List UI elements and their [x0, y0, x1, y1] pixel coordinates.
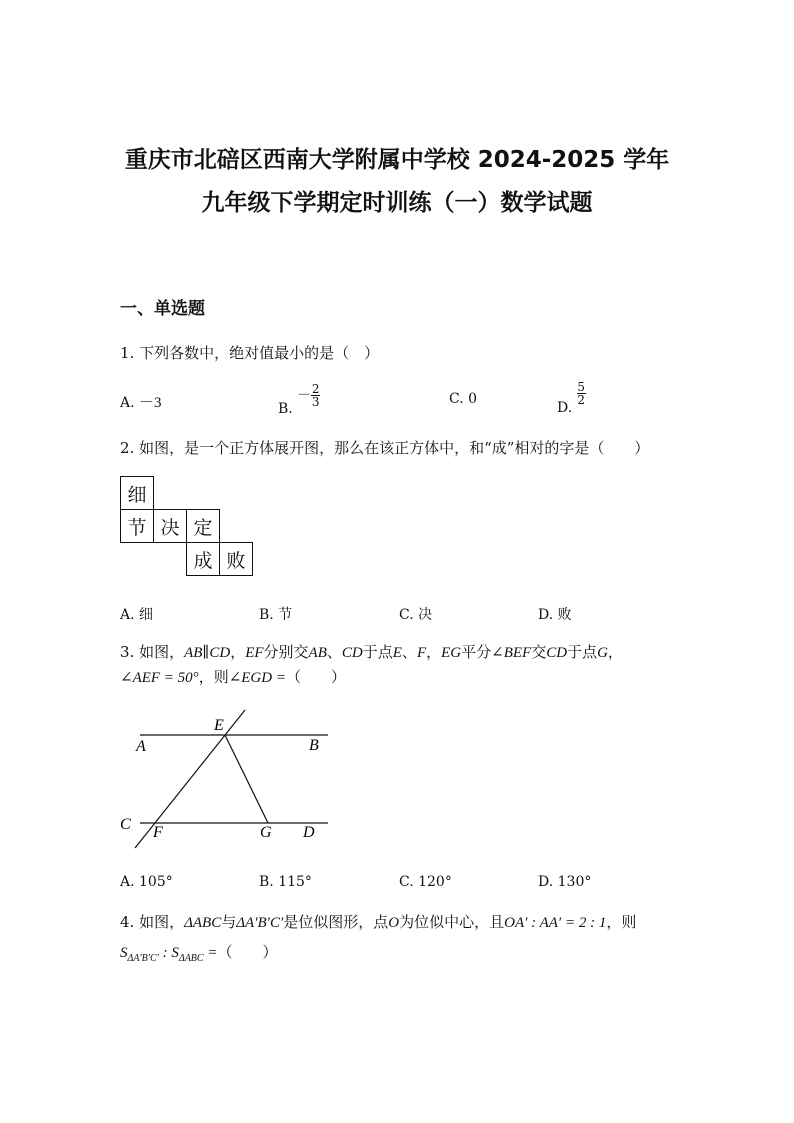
q1-stem: 1. 下列各数中，绝对值最小的是（ ） [120, 344, 380, 362]
stem-math: E [392, 645, 402, 661]
stem-text: 、 [401, 643, 417, 661]
stem-math: ∠AEF = 50° [120, 670, 199, 686]
point-label-c: C [120, 816, 131, 833]
q2-stem: 2. 如图，是一个正方体展开图，那么在该正方体中，和“成”相对的字是（ ） [120, 439, 650, 457]
cube-face: 细 [121, 477, 154, 510]
point-label-g: G [260, 824, 272, 841]
parallel-lines-figure [110, 700, 340, 850]
stem-text: 是位似图形，点 [283, 913, 389, 931]
point-label-b: B [309, 737, 319, 754]
q2-option-c: C. 决 [399, 607, 433, 623]
stem-math: ΔA′B′C′ [236, 915, 284, 931]
q3-option-a: A. 105° [120, 874, 173, 890]
fraction-numerator: 5 [577, 380, 585, 394]
stem-math: AB [308, 645, 327, 661]
stem-math: F [416, 645, 427, 661]
stem-text: ，则 [606, 913, 637, 931]
stem-text: 为位似中心，且 [399, 913, 505, 931]
stem-text: ， [426, 643, 442, 661]
q1-option-c-label: C. [449, 391, 464, 407]
stem-text: ， [607, 643, 623, 661]
stem-math: AB∥CD [184, 645, 231, 661]
stem-text: （ ） [285, 668, 346, 686]
stem-math: CD [546, 645, 568, 661]
q3-stem-line2 [120, 666, 346, 687]
stem-text: 4. 如图， [120, 913, 185, 931]
cube-face: 节 [121, 510, 154, 543]
q1-option-b-minus: － [297, 387, 312, 404]
q2-option-b: B. 节 [259, 607, 293, 623]
q3-option-d: D. 130° [538, 874, 592, 890]
fraction-denominator: 2 [577, 393, 585, 407]
stem-math: O [388, 915, 400, 931]
stem-text: 于点 [362, 643, 393, 661]
q2-option-d: D. 败 [538, 607, 572, 623]
stem-math: : S [158, 945, 179, 961]
document-title-line2: 九年级下学期定时训练（一）数学试题 [201, 190, 593, 216]
stem-math: EF [245, 645, 264, 661]
cube-face: 成 [187, 543, 220, 576]
section-header: 一、单选题 [120, 299, 205, 319]
q1-option-b-label: B. [278, 400, 293, 417]
q1-option-c [449, 391, 477, 407]
stem-text: 与 [221, 913, 237, 931]
q1-option-b [278, 382, 320, 417]
stem-subscript: ΔA′B′C′ [127, 953, 159, 964]
q1-option-c-value: 0 [468, 391, 478, 407]
cube-face: 败 [220, 543, 253, 576]
q1-option-a-label: A. [120, 395, 135, 411]
stem-text: ， [230, 643, 246, 661]
q1-option-d-label: D. [557, 399, 573, 416]
document-title-line1: 重庆市北碚区西南大学附属中学校 2024-2025 学年 [124, 147, 670, 173]
line-eg [225, 735, 268, 823]
stem-text: 、 [326, 643, 342, 661]
q4-stem-line2 [120, 941, 277, 964]
point-label-d: D [303, 824, 315, 841]
q1-option-a-value: －3 [139, 395, 162, 411]
point-label-f: F [153, 824, 163, 841]
point-label-a: A [136, 738, 146, 755]
stem-text: 3. 如图， [120, 643, 185, 661]
q1-option-d [557, 380, 586, 416]
q4-stem-line1 [120, 911, 636, 932]
q1-option-a [120, 391, 162, 412]
cube-net-figure [120, 476, 253, 576]
stem-math: EG [441, 645, 462, 661]
point-label-e: E [214, 717, 224, 734]
stem-math: CD [341, 645, 363, 661]
stem-subscript: ΔABC [178, 953, 204, 964]
q3-option-c: C. 120° [399, 874, 452, 890]
fraction-denominator: 3 [311, 395, 320, 409]
fraction-numerator: 2 [311, 382, 320, 396]
q1-option-b-fraction [311, 383, 320, 408]
stem-math: ΔABC [184, 915, 222, 931]
stem-math: G [597, 645, 608, 661]
stem-text: 分别交 [263, 643, 309, 661]
stem-text: （ ） [217, 943, 278, 961]
q3-stem-line1 [120, 641, 623, 662]
line-ef [135, 710, 245, 848]
stem-math: ∠EGD = [228, 670, 286, 686]
stem-text: 交 [531, 643, 547, 661]
q1-option-d-fraction [577, 381, 586, 406]
cube-face: 定 [187, 510, 220, 543]
stem-text: 平分 [461, 643, 492, 661]
stem-math: S [120, 945, 128, 961]
stem-math: OA′ : AA′ = 2 : 1 [504, 915, 607, 931]
stem-math: ∠BEF [491, 645, 532, 661]
stem-text: 于点 [567, 643, 598, 661]
stem-text: ，则 [198, 668, 229, 686]
q2-option-a: A. 细 [120, 607, 154, 623]
stem-math: = [203, 945, 218, 961]
q3-option-b: B. 115° [259, 874, 312, 890]
cube-face: 决 [154, 510, 187, 543]
